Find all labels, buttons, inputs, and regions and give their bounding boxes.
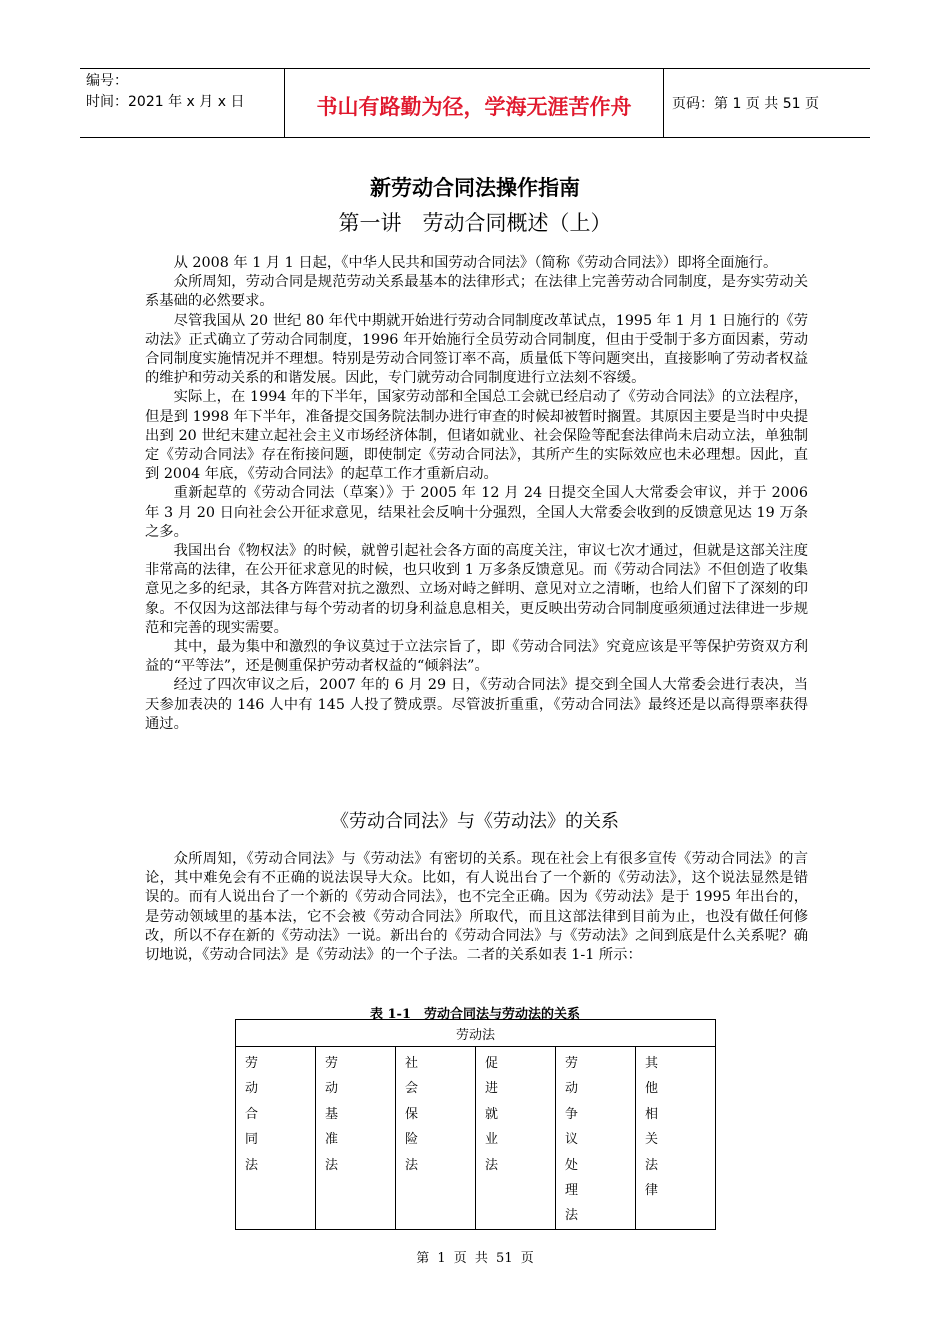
paragraph: 尽管我国从 20 世纪 80 年代中期就开始进行劳动合同制度改革试点，1995 年 1 月 1 日施行的《劳动法》正式确立了劳动合同制度，1996 年开始施行全员劳动合同制度，但由于受制于多方面因素，劳动合同制度实施情况并不理想。特别是劳动合同签订率不高，质量低下等问题突出，直接影响了劳动者权益的维护和劳动关系的和谐发展。因此，专门就劳动合同制度进行立法刻不容缓。 xyxy=(145,312,808,387)
page-footer: 第 1 页 共 51 页 xyxy=(416,1251,534,1266)
paragraph: 经过了四次审议之后，2007 年的 6 月 29 日，《劳动合同法》提交到全国人大常委会进行表决，当天参加表决的 146 人中有 145 人投了赞成票。尽管波折重重，《劳动合同法》最终还是以高得票率获得通过。 xyxy=(145,677,808,732)
table-cell-char: 险 xyxy=(405,1132,419,1148)
table-cell-char: 争 xyxy=(565,1106,579,1122)
header-meta xyxy=(80,69,285,137)
table-cell-char: 劳 xyxy=(325,1056,339,1071)
table-cell-char: 社 xyxy=(405,1056,419,1071)
header-motto: 书山有路勤为径，学海无涯苦作舟 xyxy=(285,69,664,137)
document-subtitle: 第一讲 劳动合同概述（上） xyxy=(338,211,612,235)
table-cell-char: 法 xyxy=(565,1208,579,1224)
table-cell xyxy=(236,1047,316,1230)
table-cell xyxy=(396,1047,476,1230)
table-cell-char: 他 xyxy=(645,1081,659,1097)
table-cell-char: 会 xyxy=(405,1081,419,1097)
section-2-title: 《劳动合同法》与《劳动法》的关系 xyxy=(331,811,619,832)
table-cell-char: 理 xyxy=(565,1183,579,1199)
paragraph: 重新起草的《劳动合同法（草案）》于 2005 年 12 月 24 日提交全国人大常委会审议，并于 2006 年 3 月 20 日向社会公开征求意见，结果社会反响十分强烈，全国人大常委会收到的反馈意见达 19 万条之多。 xyxy=(145,485,808,540)
table-cell xyxy=(636,1047,716,1230)
table-cell-char: 业 xyxy=(485,1132,499,1148)
document-title: 新劳动合同法操作指南 xyxy=(370,176,580,200)
table-cell-char: 促 xyxy=(485,1056,499,1071)
table-cell xyxy=(476,1047,556,1230)
table-header-cell: 劳动法 xyxy=(236,1020,716,1047)
table-cell-char: 合 xyxy=(245,1106,259,1122)
section-1-body xyxy=(145,254,808,734)
table-cell-char: 律 xyxy=(645,1183,659,1199)
page-header xyxy=(80,68,870,138)
table-cell-char: 相 xyxy=(645,1106,659,1122)
table-cell xyxy=(556,1047,636,1230)
relationship-table xyxy=(235,1019,716,1230)
table-cell-char: 议 xyxy=(565,1132,579,1148)
paragraph: 众所周知，《劳动合同法》与《劳动法》有密切的关系。现在社会上有很多宣传《劳动合同法》的言论，其中难免会有不正确的说法误导大众。比如，有人说出台了一个新的《劳动法》，这个说法显然是错误的。而有人说出台了一个新的《劳动合同法》，也不完全正确。因为《劳动法》是于 1995 年出台的，是劳动领域里的基本法，它不会被《劳动合同法》所取代，而且这部法律到目前为止，也没有做任何修改，所以不存在新的《劳动法》一说。新出台的《劳动合同法》与《劳动法》之间到底是什么关系呢？确切地说，《劳动合同法》是《劳动法》的一个子法。二者的关系如表 1-1 所示： xyxy=(145,851,808,964)
number-label: 编号： xyxy=(86,73,128,89)
table-cell-char: 其 xyxy=(645,1056,659,1071)
paragraph: 众所周知，劳动合同是规范劳动关系最基本的法律形式；在法律上完善劳动合同制度，是夯实劳动关系基础的必然要求。 xyxy=(145,274,808,310)
time-label: 时间：2021 年 x 月 x 日 xyxy=(86,94,245,110)
table-cell-char: 基 xyxy=(325,1106,339,1122)
table-cell-char: 动 xyxy=(325,1081,339,1097)
table-cell-char: 法 xyxy=(405,1157,419,1173)
table-cell-char: 动 xyxy=(245,1081,259,1097)
table-row xyxy=(236,1047,716,1230)
table-cell-char: 就 xyxy=(485,1106,499,1122)
table-cell-char: 劳 xyxy=(245,1056,259,1071)
table-caption: 表 1-1 劳动合同法与劳动法的关系 xyxy=(369,1007,580,1022)
table-cell-char: 进 xyxy=(485,1081,499,1097)
paragraph: 其中，最为集中和激烈的争议莫过于立法宗旨了，即《劳动合同法》究竟应该是平等保护劳资双方利益的“平等法”，还是侧重保护劳动者权益的“倾斜法”。 xyxy=(145,639,808,675)
paragraph: 我国出台《物权法》的时候，就曾引起社会各方面的高度关注，审议七次才通过，但就是这部关注度非常高的法律，在公开征求意见的时候，也只收到 1 万多条反馈意见。而《劳动合同法》不但创造了收集意见之多的纪录，其各方阵营对抗之激烈、立场对峙之鲜明、意见对立之清晰，也给人们留下了深刻的印象。不仅因为这部法律与每个劳动者的切身利益息息相关，更反映出劳动合同制度亟须通过法律进一步规范和完善的现实需要。 xyxy=(145,543,808,636)
paragraph: 从 2008 年 1 月 1 日起，《中华人民共和国劳动合同法》（简称《劳动合同法》）即将全面施行。 xyxy=(173,255,778,271)
table-cell-char: 法 xyxy=(325,1157,339,1173)
table-cell-char: 法 xyxy=(245,1157,259,1173)
table-cell-char: 处 xyxy=(565,1157,579,1173)
table-cell-char: 动 xyxy=(565,1081,579,1097)
table-cell xyxy=(316,1047,396,1230)
table-cell-char: 保 xyxy=(405,1106,419,1122)
section-2-body xyxy=(145,850,808,965)
table-cell-char: 法 xyxy=(645,1157,659,1173)
header-page-info: 页码：第 1 页 共 51 页 xyxy=(672,96,819,112)
table-cell-char: 关 xyxy=(645,1132,659,1148)
table-cell-char: 准 xyxy=(325,1132,339,1148)
table-cell-char: 同 xyxy=(245,1132,259,1148)
paragraph: 实际上，在 1994 年的下半年，国家劳动部和全国总工会就已经启动了《劳动合同法》的立法程序，但是到 1998 年下半年，准备提交国务院法制办进行审查的时候却被暂时搁置。其原因主要是当时中央提出到 20 世纪末建立起社会主义市场经济体制，但诸如就业、社会保险等配套法律尚未启动立法，单独制定《劳动合同法》存在衔接问题，即使制定《劳动合同法》，其所产生的实际效应也未必理想。因此，直到 2004 年底，《劳动合同法》的起草工作才重新启动。 xyxy=(145,389,808,483)
table-cell-char: 劳 xyxy=(565,1056,579,1071)
table-cell-char: 法 xyxy=(485,1157,499,1173)
